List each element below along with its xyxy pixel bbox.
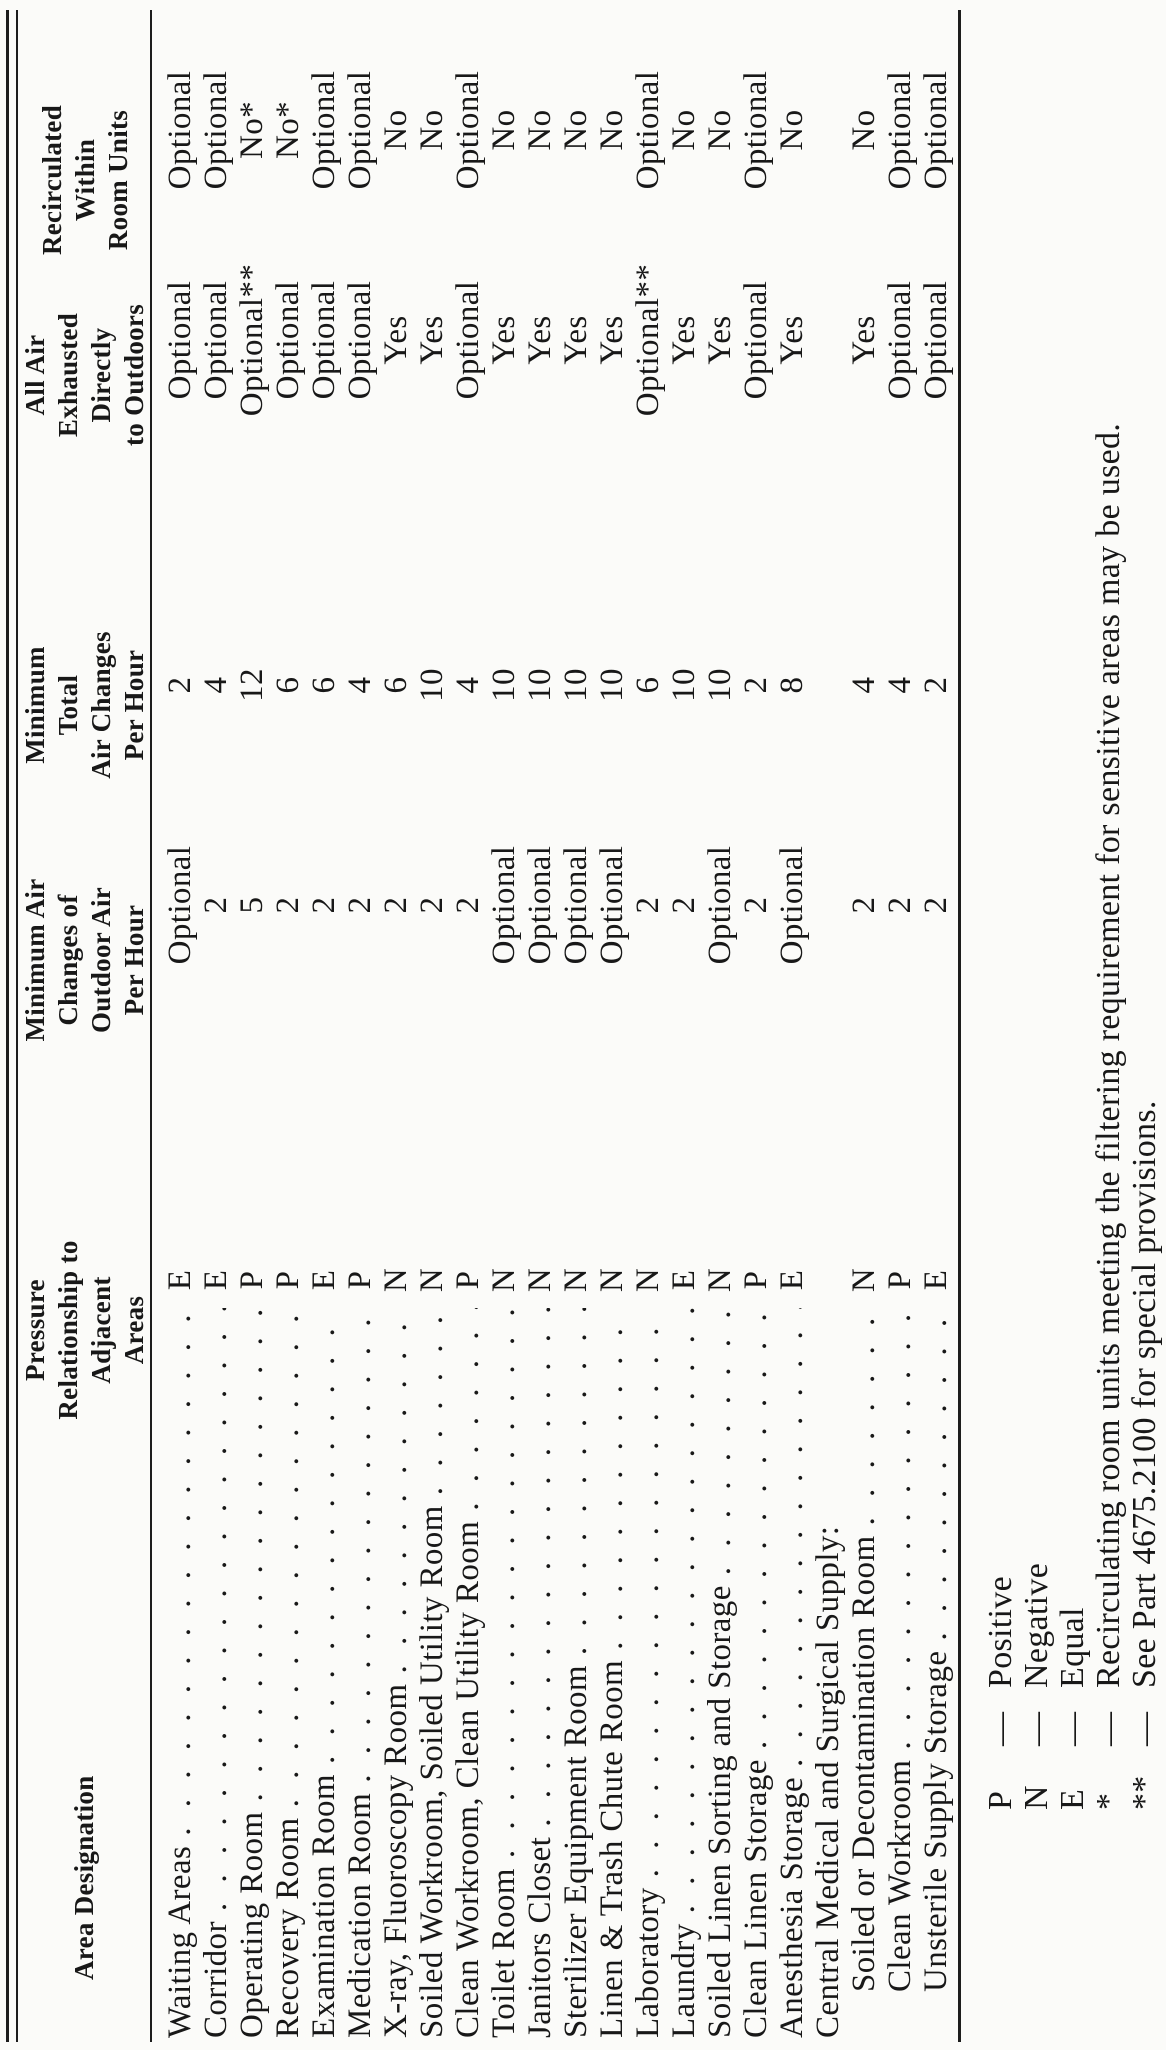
dot-leader [234, 1308, 271, 1802]
area-name-cell [738, 1308, 775, 2038]
total-value: 10 [666, 668, 702, 702]
recirculated-value: Optional [738, 70, 774, 190]
dot-leader [666, 1308, 703, 1913]
exhausted-value: Yes [486, 315, 522, 365]
pressure-value: E [198, 1269, 234, 1291]
room-name: Janitors Closet [522, 1836, 558, 2038]
pressure-value: N [378, 1267, 414, 1293]
outdoor-value: Optional [162, 845, 198, 965]
header-line: Room Units [103, 109, 133, 251]
table-top-rule-inner [16, 10, 18, 2042]
footnote-line [1126, 1100, 1164, 1810]
recirculated-value: No [666, 109, 702, 151]
header-line: Minimum [20, 646, 50, 764]
recirculated-value: No [522, 109, 558, 151]
outdoor-value: 2 [846, 896, 882, 914]
exhausted-value: Optional [738, 280, 774, 400]
dot-leader [738, 1308, 775, 1749]
pressure-value: E [774, 1269, 810, 1291]
table-row [234, 12, 270, 2038]
outdoor-value: 5 [234, 896, 270, 914]
recirculated-value: Optional [918, 70, 954, 190]
dot-leader [450, 1308, 487, 1511]
room-name: Anesthesia Storage [774, 1776, 810, 2038]
dot-leader [630, 1308, 667, 1877]
total-value: 2 [162, 676, 198, 694]
total-value: 6 [270, 676, 306, 694]
room-name: Soiled or Decontamination Room [846, 1535, 882, 1992]
pressure-value: P [270, 1270, 306, 1290]
pressure-value: P [342, 1270, 378, 1290]
pressure-value: E [306, 1269, 342, 1291]
footnote-line [982, 1576, 1020, 1810]
header-line: Directly [86, 327, 116, 423]
outdoor-value: 2 [738, 896, 774, 914]
column-header-outdoor-air [19, 878, 151, 1041]
outdoor-value: 2 [198, 896, 234, 914]
room-name: Operating Room [234, 1811, 270, 2038]
area-name-cell [558, 1308, 595, 2038]
table-row [270, 12, 306, 2038]
header-line: Area Designation [69, 1775, 99, 1980]
pressure-value: N [558, 1267, 594, 1293]
recirculated-value: No [378, 109, 414, 151]
footnote-line [1018, 1563, 1056, 1810]
room-name: Soiled Linen Sorting and Storage [702, 1585, 738, 2038]
total-value: 6 [306, 676, 342, 694]
footnote-line [1090, 423, 1128, 1810]
recirculated-value: No [846, 109, 882, 151]
exhausted-value: Yes [522, 315, 558, 365]
room-name: Clean Linen Storage [738, 1759, 774, 2038]
column-header-recirculated [36, 105, 135, 255]
room-name: Recovery Room [270, 1817, 306, 2038]
total-value: 10 [594, 668, 630, 702]
outdoor-value: Optional [774, 845, 810, 965]
footnote-text: Negative [1018, 1562, 1055, 1688]
exhausted-value: Optional [162, 280, 198, 400]
area-name-cell [162, 1308, 199, 2038]
header-line: to Outdoors [119, 303, 149, 447]
total-value: 10 [486, 668, 522, 702]
column-header-exhausted-outdoors [19, 304, 151, 446]
footnote-line [1054, 1607, 1092, 1810]
room-name: Clean Workroom, Clean Utility Room [450, 1520, 486, 2038]
area-name-cell [918, 1308, 955, 2038]
room-name: Medication Room [342, 1792, 378, 2038]
recirculated-value: Optional [342, 70, 378, 190]
outdoor-value: Optional [558, 845, 594, 965]
outdoor-value: 2 [882, 896, 918, 914]
total-value: 6 [630, 676, 666, 694]
dot-leader [774, 1308, 811, 1767]
area-name-cell [486, 1308, 523, 2038]
table-row [738, 12, 774, 2038]
exhausted-value: Optional [882, 280, 918, 400]
total-value: 6 [378, 676, 414, 694]
footnote-marker: * [1090, 1792, 1127, 1810]
dot-leader [342, 1308, 379, 1783]
exhausted-value: Yes [846, 315, 882, 365]
table-top-rule-outer [6, 10, 9, 2042]
exhausted-value: Yes [774, 315, 810, 365]
table-row [558, 12, 594, 2038]
outdoor-value: Optional [486, 845, 522, 965]
dot-leader [270, 1308, 307, 1807]
recirculated-value: Optional [162, 70, 198, 190]
table-row [882, 12, 918, 2038]
dot-leader [306, 1308, 343, 1764]
recirculated-value: Optional [306, 70, 342, 190]
room-name: Laboratory [630, 1887, 666, 2038]
dot-leader [162, 1308, 199, 1836]
room-name: Central Medical and Surgical Supply: [810, 1525, 846, 2038]
total-value: 4 [882, 676, 918, 694]
pressure-value: P [738, 1270, 774, 1290]
table-bottom-rule [958, 10, 961, 2042]
dot-leader [918, 1308, 955, 1641]
total-value: 8 [774, 676, 810, 694]
area-name-cell [414, 1308, 451, 2038]
table-row [162, 12, 198, 2038]
dot-leader [522, 1308, 559, 1827]
room-name: Corridor [198, 1921, 234, 2038]
area-name-cell [846, 1308, 883, 2038]
outdoor-value: 2 [270, 896, 306, 914]
exhausted-value: Yes [558, 315, 594, 365]
outdoor-value: 2 [450, 896, 486, 914]
area-name-cell [234, 1308, 271, 2038]
room-name: Clean Workroom [882, 1759, 918, 1992]
pressure-value: N [486, 1267, 522, 1293]
footnote-dash: — [1126, 1711, 1163, 1746]
header-line: Pressure [20, 1279, 50, 1381]
dot-leader [558, 1308, 595, 1655]
footnote-text: Recirculating room units meeting the filtering requirement for sensitive areas may be used. [1090, 422, 1127, 1688]
recirculated-value: No [486, 109, 522, 151]
outdoor-value: 2 [342, 896, 378, 914]
room-name: Waiting Areas [162, 1845, 198, 2038]
total-value: 12 [234, 668, 270, 702]
dot-leader [378, 1308, 415, 1674]
recirculated-value: No* [270, 100, 306, 160]
column-header-pressure [19, 1240, 151, 1419]
total-value: 10 [558, 668, 594, 702]
room-name: Examination Room [306, 1774, 342, 2038]
exhausted-value: Optional** [234, 263, 270, 417]
exhausted-value: Optional [306, 280, 342, 400]
table-row [774, 12, 810, 2038]
exhausted-value: Yes [378, 315, 414, 365]
exhausted-value: Optional [918, 280, 954, 400]
area-name-cell [666, 1308, 703, 2038]
footnote-dash: — [982, 1711, 1019, 1746]
header-separator-rule [150, 10, 152, 2042]
area-name-cell [594, 1308, 631, 2038]
area-name-cell [306, 1308, 343, 2038]
header-line: Recirculated [37, 104, 67, 256]
dot-leader [882, 1308, 919, 1750]
area-name-cell [522, 1308, 559, 2038]
header-line: Per Hour [119, 904, 149, 1016]
area-name-cell [882, 1308, 919, 2038]
table-row [450, 12, 486, 2038]
total-value: 4 [198, 676, 234, 694]
room-name: Laundry [666, 1923, 702, 2038]
header-line: Air Changes [86, 631, 116, 779]
header-line: Changes of [53, 894, 83, 1026]
exhausted-value: Optional [198, 280, 234, 400]
pressure-value: P [450, 1270, 486, 1290]
exhausted-value: Yes [666, 315, 702, 365]
total-value: 10 [414, 668, 450, 702]
pressure-value: E [666, 1269, 702, 1291]
column-header-area-designation [68, 1775, 101, 1980]
recirculated-value: Optional [882, 70, 918, 190]
outdoor-value: Optional [702, 845, 738, 965]
outdoor-value: Optional [594, 845, 630, 965]
footnote-text: Equal [1054, 1607, 1091, 1688]
total-value: 4 [846, 676, 882, 694]
area-name-cell [378, 1308, 415, 2038]
total-value: 4 [342, 676, 378, 694]
table-row [594, 12, 630, 2038]
header-line: Relationship to [53, 1240, 83, 1420]
header-line: Minimum Air [20, 878, 50, 1042]
table-row [486, 12, 522, 2038]
outdoor-value: 2 [378, 896, 414, 914]
dot-leader [414, 1308, 451, 1495]
exhausted-value: Optional [342, 280, 378, 400]
outdoor-value: 2 [306, 896, 342, 914]
column-header-total-air-changes [19, 631, 151, 779]
recirculated-value: No [774, 109, 810, 151]
footnote-dash: — [1018, 1711, 1055, 1746]
footnote-marker: P [982, 1790, 1019, 1810]
total-value: 10 [702, 668, 738, 702]
table-row [810, 12, 846, 2038]
area-name-cell [774, 1308, 811, 2038]
footnote-marker: ** [1126, 1775, 1163, 1810]
dot-leader [846, 1308, 883, 1525]
total-value: 4 [450, 676, 486, 694]
footnote-marker: N [1018, 1785, 1055, 1810]
table-row [666, 12, 702, 2038]
pressure-value: N [846, 1267, 882, 1293]
room-name: X-ray, Fluoroscopy Room [378, 1683, 414, 2038]
header-line: Per Hour [119, 649, 149, 761]
outdoor-value: 2 [918, 896, 954, 914]
exhausted-value: Optional [450, 280, 486, 400]
table-row [918, 12, 954, 2038]
outdoor-value: 2 [414, 896, 450, 914]
table-row [306, 12, 342, 2038]
area-name-cell [810, 1308, 847, 2038]
room-name: Toilet Room [486, 1868, 522, 2038]
footnote-dash: — [1090, 1711, 1127, 1746]
room-name: Soiled Workroom, Soiled Utility Room [414, 1505, 450, 2038]
table-row [342, 12, 378, 2038]
pressure-value: N [414, 1267, 450, 1293]
area-name-cell [270, 1308, 307, 2038]
recirculated-value: No [414, 109, 450, 151]
recirculated-value: No* [234, 100, 270, 160]
total-value: 10 [522, 668, 558, 702]
table-row [378, 12, 414, 2038]
pressure-value: E [918, 1269, 954, 1291]
table-row [846, 12, 882, 2038]
recirculated-value: Optional [450, 70, 486, 190]
area-name-cell [450, 1308, 487, 2038]
total-value: 2 [918, 676, 954, 694]
footnote-marker: E [1054, 1788, 1091, 1810]
pressure-value: E [162, 1269, 198, 1291]
area-name-cell [702, 1308, 739, 2038]
footnote-dash: — [1054, 1711, 1091, 1746]
total-value: 2 [738, 676, 774, 694]
header-line: Total [53, 674, 83, 736]
recirculated-value: No [702, 109, 738, 151]
exhausted-value: Optional [270, 280, 306, 400]
table-row [702, 12, 738, 2038]
outdoor-value: Optional [522, 845, 558, 965]
footnote-text: See Part 4675.2100 for special provisions. [1126, 1100, 1163, 1688]
area-name-cell [630, 1308, 667, 2038]
dot-leader [594, 1308, 631, 1650]
dot-leader [486, 1308, 523, 1858]
exhausted-value: Yes [594, 315, 630, 365]
header-line: Adjacent [86, 1276, 116, 1384]
area-name-cell [342, 1308, 379, 2038]
area-name-cell [198, 1308, 235, 2038]
dot-leader [702, 1308, 739, 1575]
table-row [198, 12, 234, 2038]
outdoor-value: 2 [630, 896, 666, 914]
header-line: Outdoor Air [86, 886, 116, 1034]
table-row [414, 12, 450, 2038]
pressure-value: N [630, 1267, 666, 1293]
header-line: Within [70, 138, 100, 222]
pressure-value: N [594, 1267, 630, 1293]
recirculated-value: Optional [198, 70, 234, 190]
pressure-value: N [702, 1267, 738, 1293]
room-name: Sterilizer Equipment Room [558, 1665, 594, 2038]
exhausted-value: Optional** [630, 263, 666, 417]
footnote-text: Positive [982, 1576, 1019, 1688]
pressure-value: P [882, 1270, 918, 1290]
exhausted-value: Yes [702, 315, 738, 365]
pressure-value: P [234, 1270, 270, 1290]
dot-leader [198, 1308, 235, 1911]
pressure-value: N [522, 1267, 558, 1293]
recirculated-value: No [594, 109, 630, 151]
recirculated-value: Optional [630, 70, 666, 190]
outdoor-value: 2 [666, 896, 702, 914]
room-name: Unsterile Supply Storage [918, 1650, 954, 1992]
table-row [522, 12, 558, 2038]
header-line: Areas [119, 1295, 149, 1365]
header-line: All Air [20, 334, 50, 416]
exhausted-value: Yes [414, 315, 450, 365]
room-name: Linen & Trash Chute Room [594, 1659, 630, 2038]
header-line: Exhausted [53, 312, 83, 438]
table-row [630, 12, 666, 2038]
recirculated-value: No [558, 109, 594, 151]
